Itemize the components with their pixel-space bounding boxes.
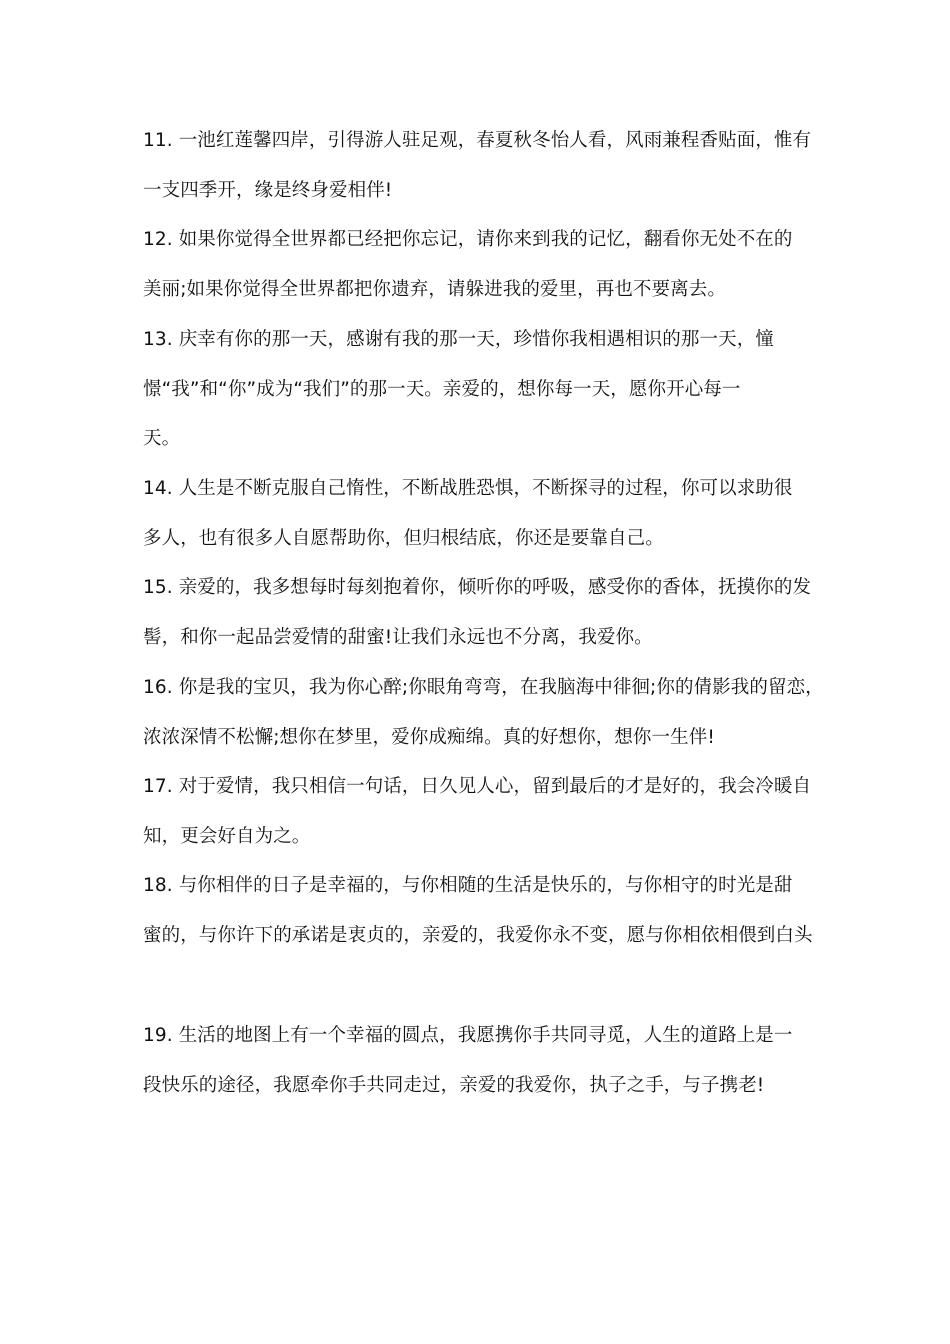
paragraph-line: 段快乐的途径，我愿牵你手共同走过，亲爱的我爱你，执子之手，与子携老! <box>143 1074 765 1096</box>
paragraph-15 <box>143 563 823 662</box>
paragraph-line: 14. 人生是不断克服自己惰性，不断战胜恐惧，不断探寻的过程，你可以求助很 <box>143 478 793 499</box>
paragraph-line: 19. 生活的地图上有一个幸福的圆点，我愿携你手共同寻觅，人生的道路上是一 <box>143 1025 793 1046</box>
paragraph-line: 美丽;如果你觉得全世界都把你遗弃，请躲进我的爱里，再也不要离去。 <box>143 278 726 300</box>
paragraph-13 <box>143 315 823 464</box>
paragraph-line: 15. 亲爱的，我多想每时每刻抱着你，倾听你的呼吸，感受你的香体，抚摸你的发 <box>143 577 812 598</box>
paragraph-14 <box>143 464 823 563</box>
paragraph-line: 13. 庆幸有你的那一天，感谢有我的那一天，珍惜你我相遇相识的那一天，憧 <box>143 329 774 350</box>
paragraph-line: 髻，和你一起品尝爱情的甜蜜!让我们永远也不分离，我爱你。 <box>143 626 653 648</box>
paragraph-18 <box>143 861 823 960</box>
paragraph-line: 浓浓深情不松懈;想你在梦里，爱你成痴绵。真的好想你，想你一生伴! <box>143 726 715 748</box>
paragraph-line: 16. 你是我的宝贝，我为你心醉;你眼角弯弯，在我脑海中徘徊;你的倩影我的留恋， <box>143 677 824 698</box>
paragraph-line: 17. 对于爱情，我只相信一句话，日久见人心，留到最后的才是好的，我会冷暖自 <box>143 776 812 797</box>
paragraph-line: 多人，也有很多人自愿帮助你，但归根结底，你还是要靠自己。 <box>143 527 664 549</box>
paragraph-line: 11. 一池红莲馨四岸，引得游人驻足观，春夏秋冬怡人看，风雨兼程香贴面，惟有 <box>143 130 812 151</box>
paragraph-11 <box>143 116 823 215</box>
paragraph-line: 18. 与你相伴的日子是幸福的，与你相随的生活是快乐的，与你相守的时光是甜 <box>143 875 793 896</box>
paragraph-line: 憬“我”和“你”成为“我们”的那一天。亲爱的，想你每一天，愿你开心每一 <box>143 378 741 400</box>
paragraph-16 <box>143 663 823 762</box>
paragraph-line: 蜜的，与你许下的承诺是衷贞的，亲爱的，我爱你永不变，愿与你相依相偎到白头 <box>143 924 813 946</box>
paragraph-17 <box>143 762 823 861</box>
paragraph-line: 知，更会好自为之。 <box>143 825 311 847</box>
paragraph-19 <box>143 1011 823 1110</box>
paragraph-line: 12. 如果你觉得全世界都已经把你忘记，请你来到我的记忆，翻看你无处不在的 <box>143 229 793 250</box>
paragraph-12 <box>143 215 823 314</box>
paragraph-line: 一支四季开，缘是终身爱相伴! <box>143 179 393 201</box>
paragraph-line: 天。 <box>143 428 181 449</box>
